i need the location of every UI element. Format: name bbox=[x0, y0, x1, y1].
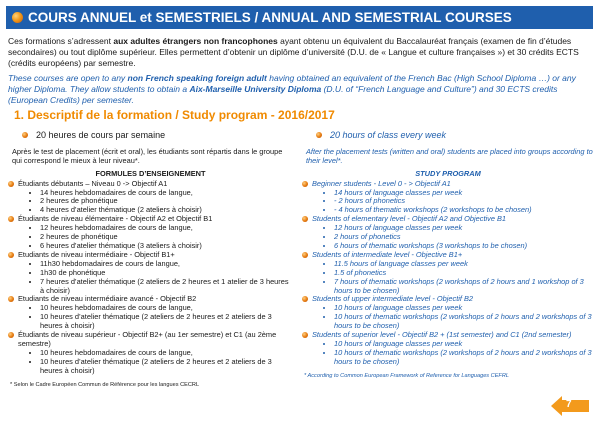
detail-item: • 10 heures hebdomadaires de cours de langue, bbox=[40, 349, 293, 358]
level-title-text: Étudiants de niveau élémentaire - Objectif A2 et Objectif B1 bbox=[18, 214, 213, 224]
banner-title: COURS ANNUEL et SEMESTRIELS / ANNUAL AND SEMESTRIAL COURSES bbox=[28, 10, 512, 25]
program-heading: STUDY PROGRAM bbox=[415, 168, 481, 178]
detail-item: • 10 heures d’atelier thématique (2 ateliers de 2 heures et 2 ateliers de 3 heures à choisir) bbox=[40, 358, 293, 376]
hours-text: 20 hours of class every week bbox=[330, 130, 447, 140]
placement-note: Après le test de placement (écrit et oral), les étudiants sont répartis dans le groupe qui correspond le mieux à leur niveau*. bbox=[12, 146, 283, 165]
bullet-sphere-icon bbox=[8, 181, 14, 187]
bullet-sphere-icon bbox=[12, 12, 23, 23]
bullet-sphere-icon bbox=[316, 132, 322, 138]
detail-item: • 10 heures d’atelier thématique (2 ateliers de 2 heures et 2 ateliers de 3 heures à choisir) bbox=[40, 313, 293, 331]
level-details bbox=[8, 304, 293, 331]
detail-item: • 2 hours of phonetics bbox=[334, 233, 594, 242]
detail-item: • 7 heures d’atelier thématique (2 ateliers de 2 heures et 1 atelier de 3 heures à choisir) bbox=[40, 278, 293, 296]
level-details bbox=[302, 189, 594, 216]
intro-en-bold2: Aix-Marseille University Diploma bbox=[189, 84, 322, 94]
detail-item: • 6 hours of thematic workshops (3 workshops to be chosen) bbox=[334, 242, 594, 251]
bullet-sphere-icon bbox=[302, 216, 308, 222]
bullet-sphere-icon bbox=[22, 132, 28, 138]
hours-line bbox=[22, 131, 293, 140]
detail-item: • 10 heures hebdomadaires de cours de langue, bbox=[40, 304, 293, 313]
detail-item: • 11h30 hebdomadaires de cours de langue, bbox=[40, 260, 293, 269]
intro-en-part3: (D.U. of “French Language and Culture”) and 30 ECTS credits (European Credits) per semester. bbox=[8, 84, 558, 105]
detail-item: • 11.5 hours of language classes per week bbox=[334, 260, 594, 269]
intro-english bbox=[8, 73, 590, 106]
level-details bbox=[8, 189, 293, 216]
detail-item: • 1.5 of phonetics bbox=[334, 269, 594, 278]
detail-item: • 10 hours of thematic workshops (2 workshops of 2 hours and 2 workshops of 3 hours to be chosen) bbox=[334, 313, 594, 331]
detail-item: • 14 heures hebdomadaires de cours de langue, bbox=[40, 189, 293, 198]
bullet-sphere-icon bbox=[8, 296, 14, 302]
program-french-column bbox=[8, 131, 293, 389]
level-title-text: Students of intermediate level - Objective B1+ bbox=[312, 249, 463, 259]
detail-item: • 2 heures de phonétique bbox=[40, 233, 293, 242]
level-details bbox=[8, 349, 293, 376]
intro-fr-bold: aux adultes étrangers non francophones bbox=[113, 36, 278, 46]
level-title-text: Students of upper intermediate level - Objectif B2 bbox=[312, 294, 474, 304]
level-title-text: Beginner students - Level 0 - > Objectif A1 bbox=[312, 178, 451, 188]
level-title-text: Etudiants de niveau intermédiaire - Objectif B1+ bbox=[18, 249, 175, 259]
bullet-sphere-icon bbox=[8, 252, 14, 258]
detail-item: • 4 heures d’atelier thématique (2 ateliers à choisir) bbox=[40, 206, 293, 215]
page-number: 7 bbox=[566, 399, 572, 410]
level-title bbox=[8, 331, 293, 349]
detail-item: • 12 hours of language classes per week bbox=[334, 224, 594, 233]
bullet-sphere-icon bbox=[8, 216, 14, 222]
page-number-badge bbox=[551, 396, 589, 416]
detail-item: • - 4 hours of thematic workshops (2 workshops to be chosen) bbox=[334, 206, 594, 215]
level-details bbox=[8, 260, 293, 296]
bullet-sphere-icon bbox=[8, 332, 14, 338]
bullet-sphere-icon bbox=[302, 296, 308, 302]
footnote: * Selon le Cadre Européen Commun de Référence pour les langues CECRL bbox=[10, 381, 200, 388]
detail-item: • - 2 hours of phonetics bbox=[334, 197, 594, 206]
level-title-text: Étudiants de niveau supérieur - Objectif B2+ (au 1er semestre) et C1 (au 2ème semestre) bbox=[18, 330, 277, 348]
bullet-sphere-icon bbox=[302, 332, 308, 338]
section-title: 1. Descriptif de la formation / Study program - 2016/2017 bbox=[14, 108, 335, 122]
program-heading: FORMULES D’ENSEIGNEMENT bbox=[95, 168, 206, 178]
intro-en-part1: These courses are open to any bbox=[8, 73, 128, 83]
detail-item: • 7 hours of thematic workshops (2 workshops of 2 hours and 1 workshop of 3 hours to be chosen) bbox=[334, 278, 594, 296]
intro-fr-part1: Ces formations s’adressent bbox=[8, 36, 114, 46]
intro-french bbox=[8, 36, 590, 69]
footnote: * According to Common European Framework of Reference for Languages CEFRL bbox=[304, 372, 509, 379]
detail-item: • 10 hours of thematic workshops (2 workshops of 2 hours and 2 workshops of 3 hours to be chosen) bbox=[334, 349, 594, 367]
level-details bbox=[302, 224, 594, 251]
level-details bbox=[302, 340, 594, 367]
level-details bbox=[8, 224, 293, 251]
detail-item: • 1h30 de phonétique bbox=[40, 269, 293, 278]
level-title-text: Students of elementary level - Objectif A2 and Objective B1 bbox=[312, 214, 507, 224]
detail-item: • 6 heures d’atelier thématique (3 ateliers à choisir) bbox=[40, 242, 293, 251]
bullet-sphere-icon bbox=[302, 181, 308, 187]
detail-item: • 14 hours of language classes per week bbox=[334, 189, 594, 198]
level-title-text: Etudiants de niveau intermédiaire avancé - Objectif B2 bbox=[18, 294, 197, 304]
hours-line bbox=[316, 131, 594, 140]
level-details bbox=[302, 304, 594, 331]
level-details bbox=[302, 260, 594, 296]
intro-en-bold1: non French speaking foreign adult bbox=[127, 73, 267, 83]
placement-note: After the placement tests (written and oral) students are placed into groups according to their level*. bbox=[306, 146, 593, 165]
program-english-column bbox=[302, 131, 594, 381]
detail-item: • 12 heures hebdomadaires de cours de langue, bbox=[40, 224, 293, 233]
level-title-text: Students of superior level - Objectif B2 + (1st semester) and C1 (2nd semester) bbox=[312, 330, 572, 340]
intro-en-part2: having obtained an equivalent of the French Bac (High School Diploma …) or any higher Diploma. They allow students to obtain a bbox=[8, 73, 576, 94]
level-title-text: Étudiants débutants – Niveau 0 -> Objectif A1 bbox=[18, 178, 168, 188]
detail-item: • 10 hours of language classes per week bbox=[334, 304, 594, 313]
title-banner bbox=[6, 6, 593, 29]
detail-item: • 10 hours of language classes per week bbox=[334, 340, 594, 349]
detail-item: • 2 heures de phonétique bbox=[40, 197, 293, 206]
intro-fr-part2: ayant obtenu un équivalent du Baccalauréat français (examen de fin d’études secondaires) ou tout diplôme supérieur. Elles permettent d’obtenir un diplôme d’université (D.U. de « Langue et culture françaises ») et 30 crédits ECTS (crédits européens) par semestre. bbox=[8, 36, 579, 68]
hours-text: 20 heures de cours par semaine bbox=[36, 130, 166, 140]
bullet-sphere-icon bbox=[302, 252, 308, 258]
